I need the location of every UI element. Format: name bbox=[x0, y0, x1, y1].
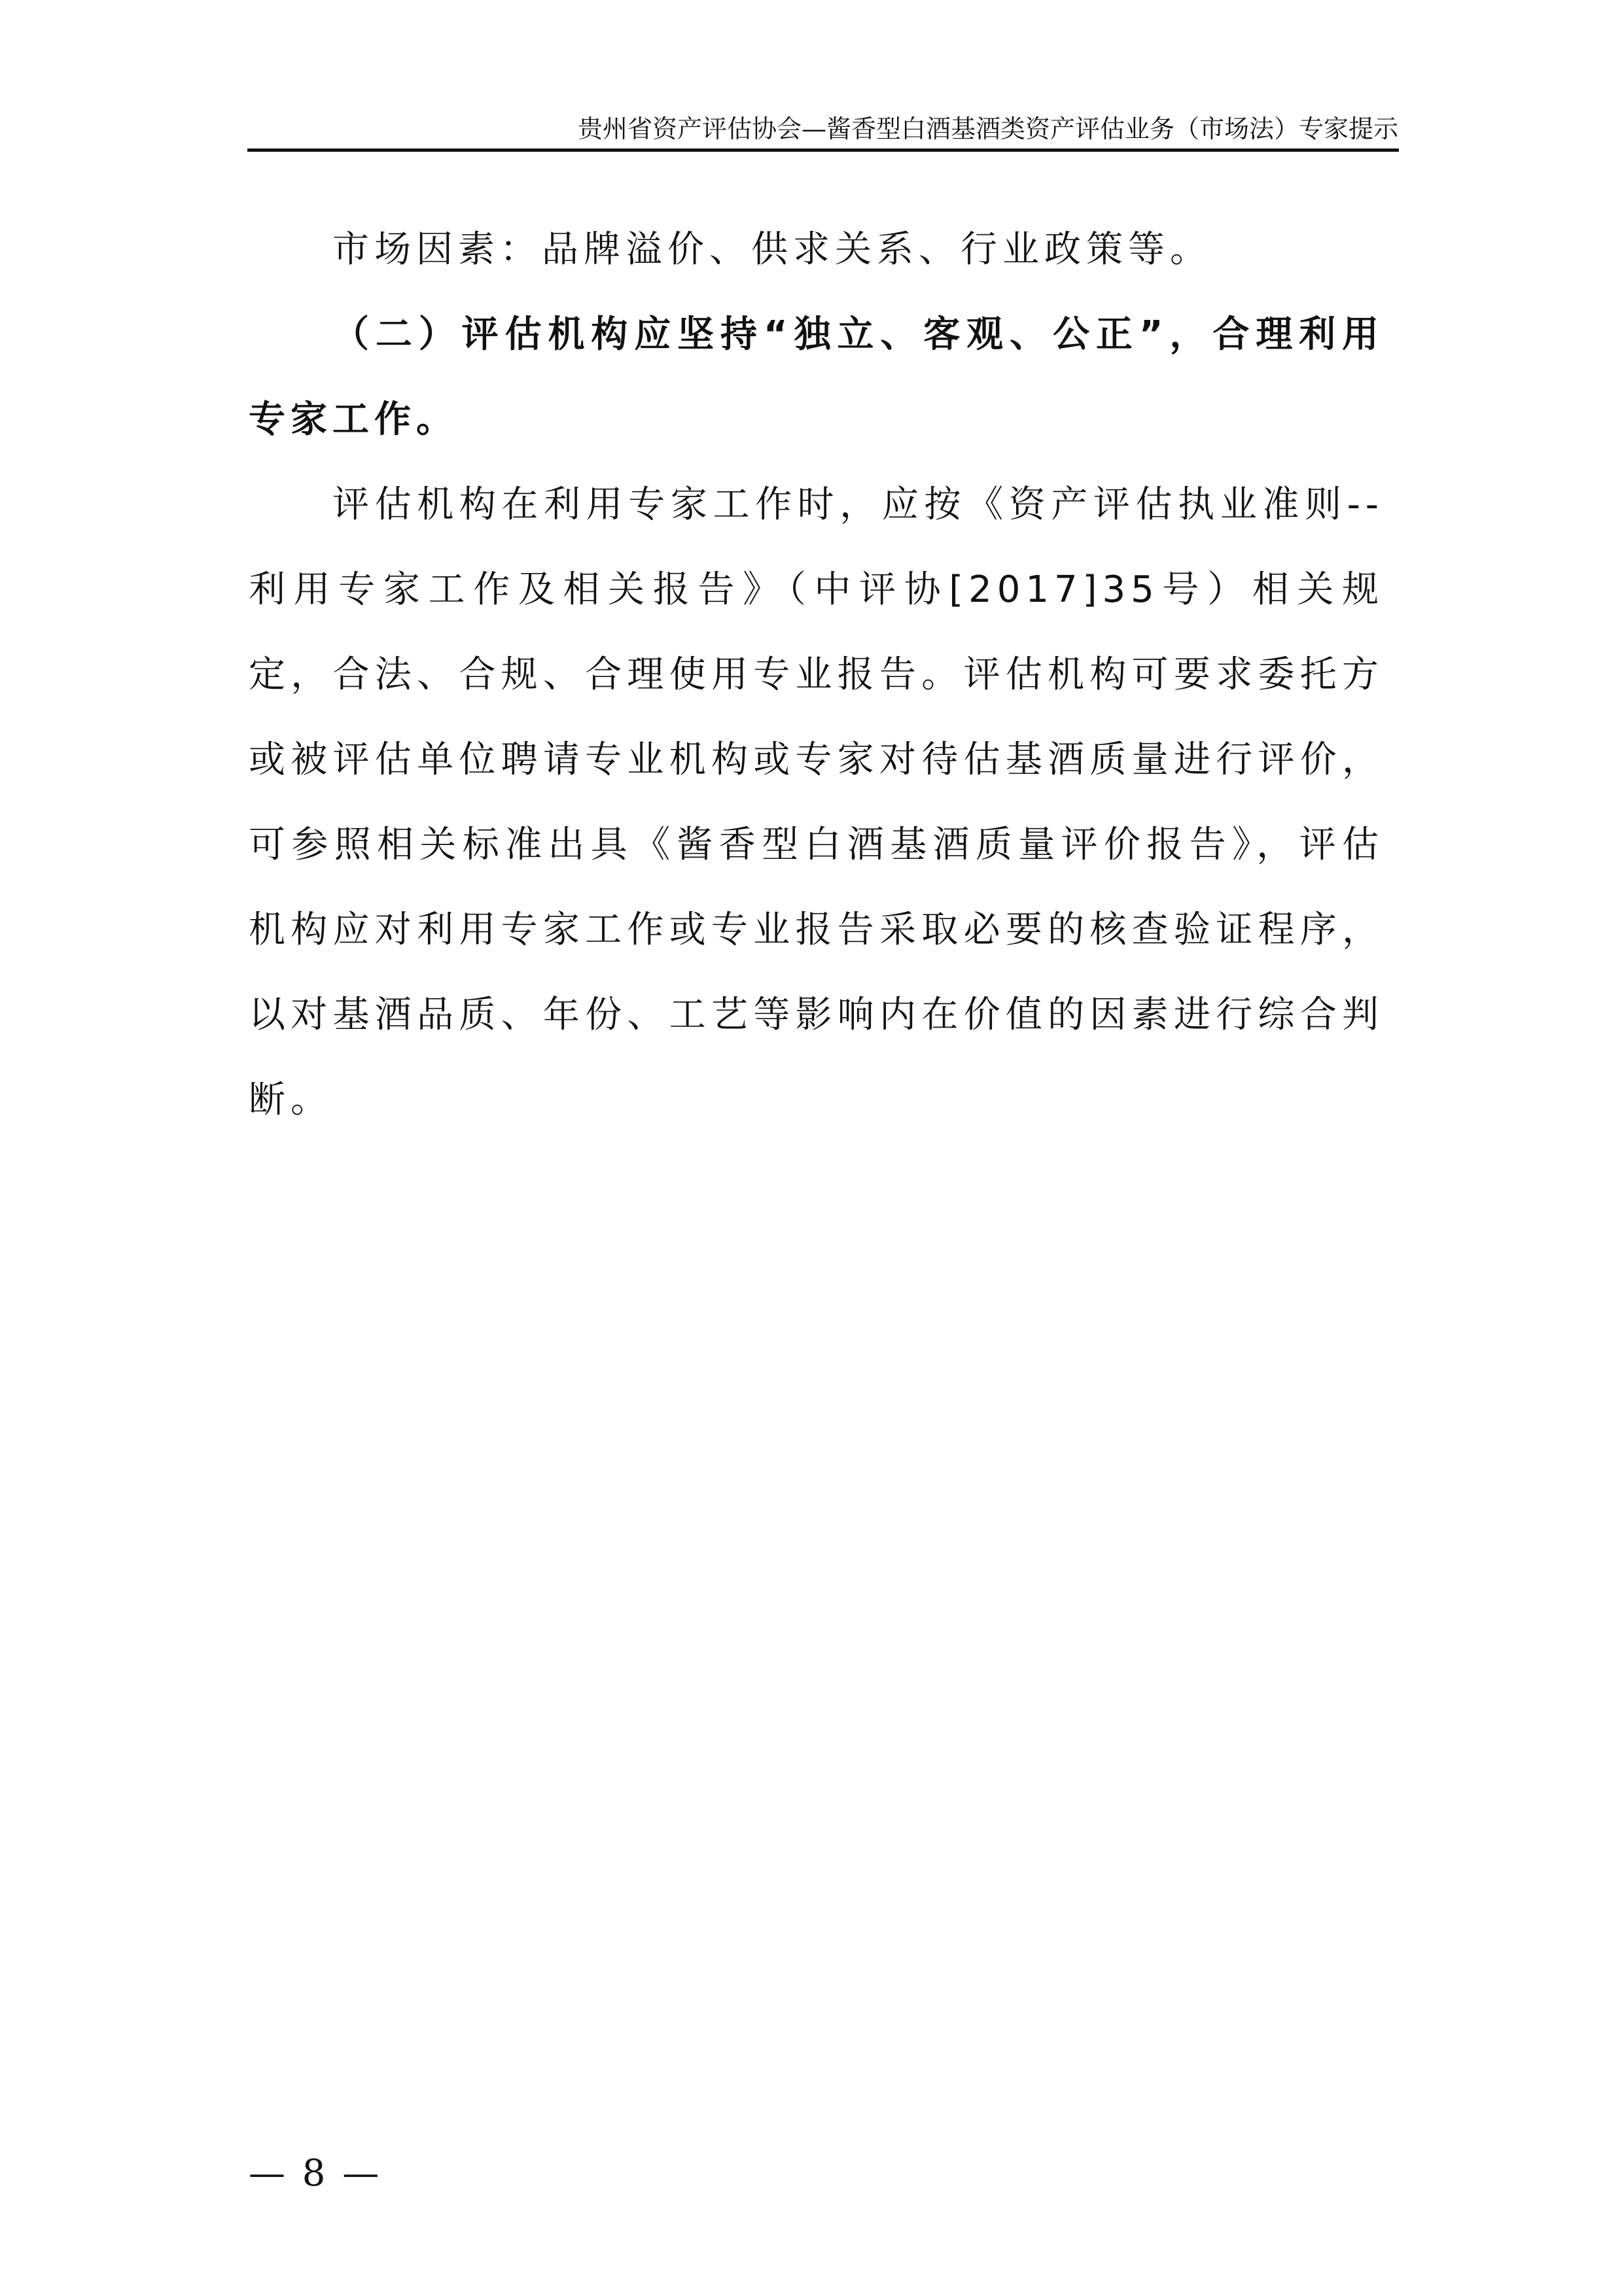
header-rule bbox=[247, 148, 1399, 152]
paragraph-market-factors: 市场因素：品牌溢价、供求关系、行业政策等。 bbox=[332, 228, 1212, 271]
body-text bbox=[249, 207, 1384, 1143]
running-header: 贵州省资产评估协会—酱香型白酒基酒类资产评估业务（市场法）专家提示 bbox=[577, 114, 1398, 143]
section-heading: （二）评估机构应坚持“独立、客观、公正”，合理利用专家工作。 bbox=[249, 313, 1384, 441]
paragraph-expert-work: 评估机构在利用专家工作时，应按《资产评估执业准则--利用专家工作及相关报告》（中评协[2017]35号）相关规定，合法、合规、合理使用专业报告。评估机构可要求委托方或被评估单位聘请专业机构或专家对待估基酒质量进行评价，可参照相关标准出具《酱香型白酒基酒质量评价报告》，评估机构应对利用专家工作或专业报告采取必要的核查验证程序，以对基酒品质、年份、工艺等影响内在价值的因素进行综合判断。 bbox=[249, 483, 1384, 1121]
page-number: — 8 — bbox=[249, 2152, 382, 2195]
